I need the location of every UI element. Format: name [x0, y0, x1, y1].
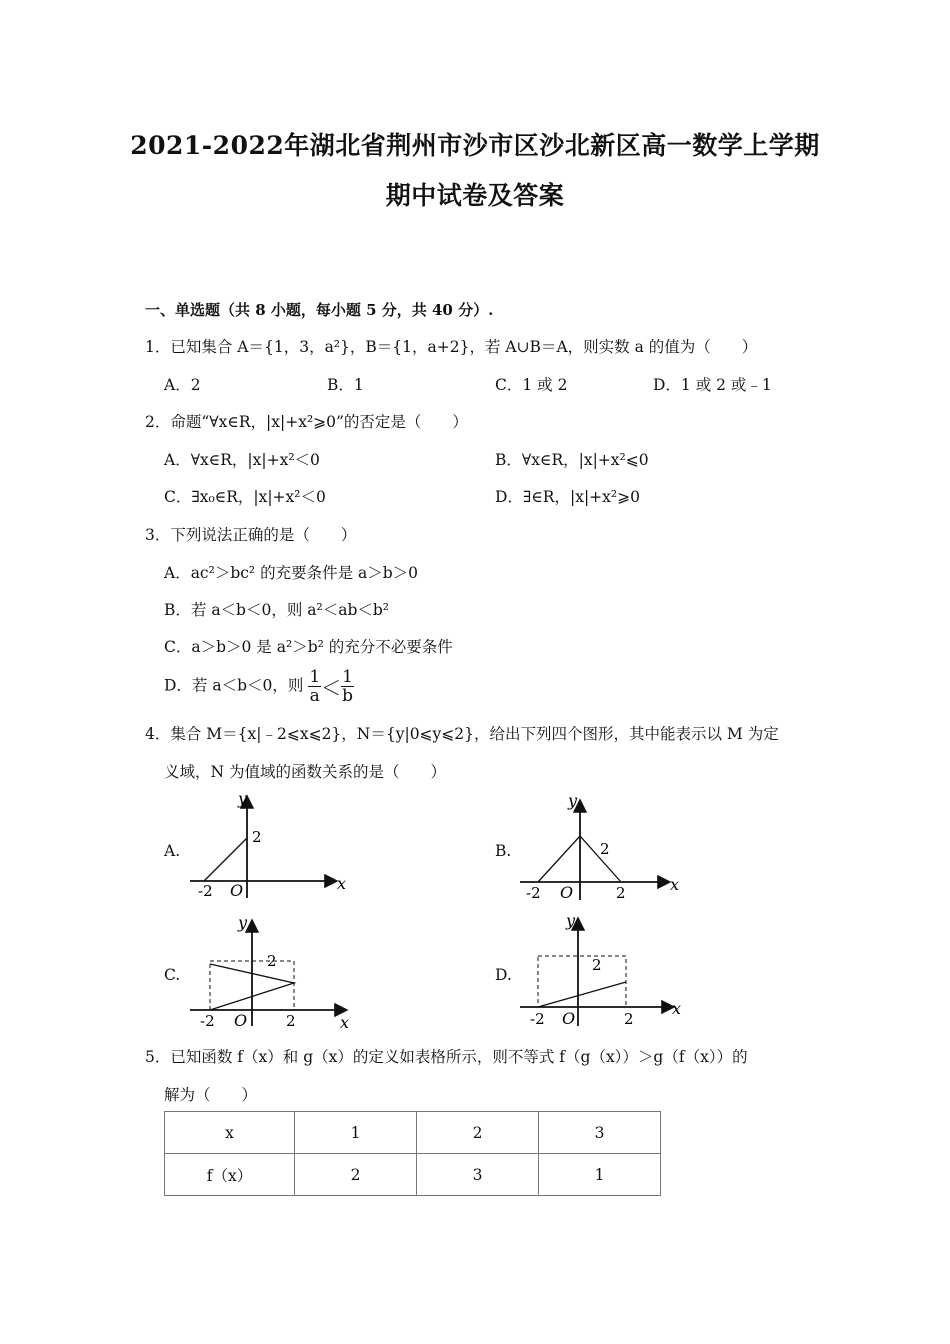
table-cell: f（x）: [165, 1154, 295, 1196]
fraction-numerator: 1: [309, 667, 321, 687]
less-than-sign: ＜: [321, 676, 342, 700]
question-2-text: 2．命题“∀x∈R，|x|+x²⩾0”的否定是（ ）: [145, 413, 468, 431]
page-title-line1: 2021-2022年湖北省荆州市沙市区沙北新区高一数学上学期: [130, 131, 820, 160]
page-title-line2: 期中试卷及答案: [385, 181, 565, 210]
q1-option-c: C．1 或 2: [495, 376, 568, 394]
q3-option-c: C．a＞b＞0 是 a²＞b² 的充分不必要条件: [164, 638, 453, 656]
q3-option-d-prefix: D．若 a＜b＜0，则: [164, 676, 304, 695]
q3-option-d: [164, 668, 354, 705]
fraction-denominator: b: [342, 686, 354, 706]
y-label: y: [238, 790, 248, 808]
tick-neg2: -2: [198, 882, 213, 900]
question-4-text-line2: 义域，N 为值域的函数关系的是（ ）: [164, 763, 446, 781]
table-cell: 3: [539, 1112, 661, 1154]
table-row: [165, 1112, 661, 1154]
origin-label: O: [560, 883, 574, 902]
tick-2: 2: [252, 828, 262, 846]
graph-d: [520, 912, 690, 1030]
tick-2-x: 2: [286, 1012, 296, 1030]
section-heading: 一、单选题（共 8 小题，每小题 5 分，共 40 分）.: [145, 301, 494, 319]
y-label: y: [238, 913, 248, 932]
question-5-text-line2: 解为（ ）: [164, 1086, 258, 1104]
dashed-bounding-box: [538, 956, 626, 1007]
tick-neg2: -2: [200, 1012, 215, 1030]
question-4-text-line1: 4．集合 M＝{x|﹣2⩽x⩽2}，N＝{y|0⩽y⩽2}，给出下列四个图形，其中能表示以 M 为定: [145, 725, 779, 743]
origin-label: O: [562, 1009, 576, 1028]
q4-option-b-label: B.: [495, 842, 512, 860]
q2-option-a: A．∀x∈R，|x|+x²＜0: [164, 451, 320, 469]
q1-option-b: B．1: [327, 376, 364, 394]
table-cell: 2: [295, 1154, 417, 1196]
question-1-text: 1．已知集合 A＝{1，3，a²}，B＝{1，a+2}，若 A∪B＝A，则实数 a 的值为（ ）: [145, 338, 758, 356]
tick-neg2: -2: [530, 1010, 545, 1028]
graph-c: [190, 912, 360, 1030]
y-label: y: [568, 791, 578, 810]
table-cell: x: [165, 1112, 295, 1154]
x-label: x: [337, 874, 347, 893]
q3-option-a: A．ac²＞bc² 的充要条件是 a＞b＞0: [164, 564, 419, 582]
graph-a-line: [204, 838, 247, 881]
table-cell: 1: [295, 1112, 417, 1154]
tick-neg2: -2: [526, 884, 541, 902]
tick-2-x: 2: [624, 1010, 634, 1028]
table-row: [165, 1154, 661, 1196]
tick-2-y: 2: [592, 956, 602, 974]
q2-option-c: C．∃x₀∈R，|x|+x²＜0: [164, 488, 326, 506]
origin-label: O: [230, 881, 244, 900]
q4-option-d-label: D.: [495, 966, 512, 984]
fraction-numerator: 1: [342, 667, 353, 687]
graph-a: [190, 790, 350, 902]
x-label: x: [670, 875, 680, 894]
q2-option-d: D．∃∈R，|x|+x²⩾0: [495, 488, 640, 506]
x-label: x: [340, 1013, 350, 1030]
q1-option-d: D．1 或 2 或﹣1: [653, 376, 772, 394]
question-3-text: 3．下列说法正确的是（ ）: [145, 526, 357, 544]
fraction-1-over-a: [308, 668, 321, 705]
tick-2-x: 2: [616, 884, 626, 902]
tick-2-y: 2: [600, 840, 610, 858]
q4-option-c-label: C.: [164, 966, 181, 984]
function-table: [164, 1111, 661, 1196]
q3-option-b: B．若 a＜b＜0，则 a²＜ab＜b²: [164, 601, 390, 619]
q4-option-a-label: A.: [164, 842, 181, 860]
origin-label: O: [234, 1011, 248, 1030]
fraction-1-over-b: [341, 668, 354, 705]
q1-option-a: A．2: [164, 376, 201, 394]
graph-b: [520, 790, 680, 902]
y-label: y: [566, 912, 576, 930]
q2-option-b: B．∀x∈R，|x|+x²⩽0: [495, 451, 649, 469]
table-cell: 1: [539, 1154, 661, 1196]
x-label: x: [672, 999, 682, 1018]
question-5-text-line1: 5．已知函数 f（x）和 g（x）的定义如表格所示，则不等式 f（g（x））＞g（f（x））的: [145, 1048, 748, 1066]
tick-2-y: 2: [267, 952, 277, 970]
table-cell: 2: [417, 1112, 539, 1154]
fraction-denominator: a: [309, 686, 320, 706]
graph-d-line: [538, 982, 626, 1007]
table-cell: 3: [417, 1154, 539, 1196]
